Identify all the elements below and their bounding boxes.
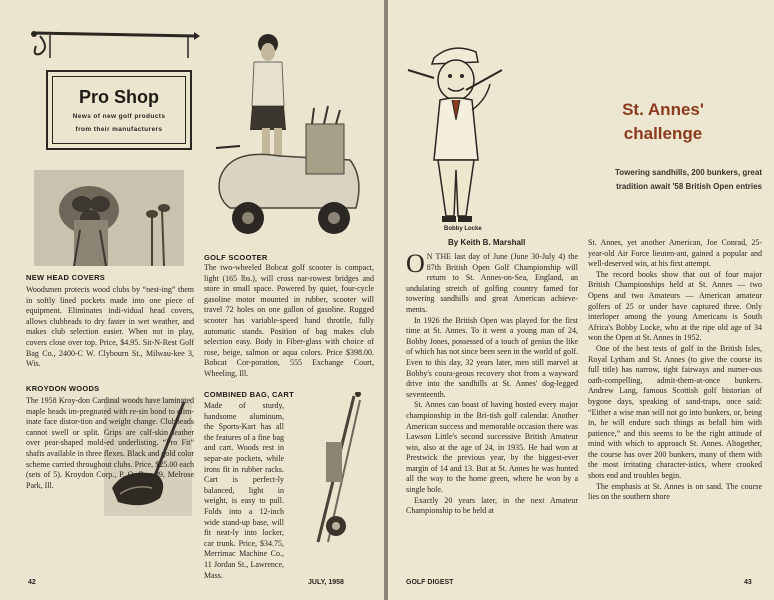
kroydon-heading: KROYDON WOODS xyxy=(26,384,100,393)
bobby-locke-caption: Bobby Locke xyxy=(444,226,482,232)
article-column-2 xyxy=(588,238,762,503)
head-covers-body: Woodsmen protects wood clubs by “nest-ing” them in softly lined pockets made into one piece of equipment. Eliminates indi-vidual head covers, allows clubheads to dry faster in wet weather, and makes club selection easier. When not in play, covers close over top. Price, $4.95. Sit-N-Rest Golf Bag Co., 2400-C W. Clybourn St., Milwau-kee 3, Wis. xyxy=(26,285,194,369)
pro-shop-subtitle-1: News of new golf products xyxy=(72,113,166,120)
left-folio-page: 42 xyxy=(28,579,36,586)
head-covers-photo xyxy=(34,170,184,266)
right-page xyxy=(388,0,774,600)
col2-paragraph-3: One of the best tests of golf in the British Isles, Royal Lytham and St. Annes (to give the course its full title) has narrow, tight fairways and numer-ous oath-compelling, admit-them-at-once bunkers. Andrew Lang, famous Scottish golf historian of bygone days, speaking of sand-traps, once said: “Either a wise man will not go into bunkers, or, being in, he will endure such things as befall him with patience,” and this seems to be the right attitude of mind with which to approach St. Annes. Altogether, the course has over 200 bunkers, many of them with the most irritating character-istics, where crooked shots end and troubles begin. xyxy=(588,343,762,481)
col2-paragraph-1: St. Annes, yet another American, Joe Conrad, 25-year-old Air Force lieuten-ant, gained a popular and well-deserved win, at his first attempt. xyxy=(588,238,762,269)
head-covers-heading: NEW HEAD COVERS xyxy=(26,273,106,282)
right-folio-page: 43 xyxy=(744,579,752,586)
kroydon-body: The 1958 Kroy-don Cardinal woods have laminated maple heads im-pregnated with re-sin bond to elim-inate face distor-tion and weight change. Clubheads cannot swell or split. Grips are calf-skin leather over pear-shaped mold-ed underlisting. “Pro Fit” shafts available in three flexes. Black and gold color scheme carried throughout clubs. Price, $25.00 each (sets of 5). Kroydon Corp., P. O. Box 89, Melrose Park, Ill. xyxy=(26,396,194,490)
col1-paragraph-3: St. Annes can boast of having hosted every major championship in the Bri-tish golf calendar. Another American success and memorable occasion there was Lawson Little's second successive British Amateur win, also at the age of 24, in 1935. He had won at Prestwick the previous year, by the biggest-ever margin of 14 and 13. But at St. Annes he was hunted all the way to the home green, where he won by a single hole. xyxy=(406,400,578,495)
scooter-body: The two-wheeled Bobcat golf scooter is compact, light (165 lbs.), will cross nar-rowest bridges and store in small space. Powered by quiet, four-cycle gasoline motor mounted in rubber, scooter will travel 72 holes on one gallon of gasoline. Rugged scooter has variable-speed hand throttle, fully automatic stands. Position of bag makes club selection easy. Body in Fiber-glass with choice of rose, beige, salmon or aqua colors. Price $398.00. Bobcat Cor-poration, 555 Exchange Court, Wheeling, Ill. xyxy=(204,263,374,378)
article-title-line2: challenge xyxy=(623,124,703,143)
golf-scooter-photo xyxy=(210,28,368,250)
bobby-locke-caricature xyxy=(406,40,506,226)
pro-shop-subtitle-2: from their manufacturers xyxy=(75,126,163,133)
article-byline: By Keith B. Marshall xyxy=(448,238,526,247)
cart-heading: COMBINED BAG, CART xyxy=(204,390,294,399)
scooter-heading: GOLF SCOOTER xyxy=(204,253,268,262)
cart-body: Made of sturdy, handsome aluminum, the Sports-Kart has all the features of a fine bag and cart. Woods rest in separ-ate pockets, while irons fit in rubber racks. Cart is perfect-ly balanced, light in weight, is easy to pull. Folds into a 12-inch wide stand-up base, will fit neat-ly into locker, car trunk. Price, $34.75, Merrimac Machine Co., 11 Jordan St., Lawrence, Mass. xyxy=(204,401,284,580)
deck-line2: tradition await '58 British Open entries xyxy=(616,182,762,191)
article-column-1 xyxy=(406,249,578,517)
pro-shop-title: Pro Shop xyxy=(79,87,159,107)
col2-paragraph-2: The record books show that out of four major British Championships held at St. Annes — two Opens and two Amateurs — American amateur golfers of 25 or under have captured three. Only interloper among the young Americans is South Africa's Bobby Locke, who at the ripe old age of 34 won the Open at St. Annes in 1952. xyxy=(588,269,762,343)
col1-paragraph-4: Exactly 20 years later, in the next Amateur Championship to be held at xyxy=(406,495,578,516)
col1-paragraph-1 xyxy=(406,249,578,316)
pro-shop-sign xyxy=(46,70,192,150)
article-title-line1: St. Annes' xyxy=(622,100,704,119)
sign-bracket-graphic xyxy=(30,30,200,58)
drop-cap: O xyxy=(406,249,425,278)
left-page xyxy=(0,0,384,600)
deck-line1: Towering sandhills, 200 bunkers, great xyxy=(614,168,762,177)
col2-paragraph-4: The emphasis at St. Annes is on sand. The course lies on the southern shore xyxy=(588,481,762,502)
left-folio-date: JULY, 1958 xyxy=(308,579,344,586)
right-folio-magazine: GOLF DIGEST xyxy=(406,579,454,586)
col1-paragraph-1-text: N THE last day of June (June 30-July 4) the 87th British Open Golf Championship will return to St. Annes-on-Sea, England, an undulating stretch of golfing country famed for towering sandhills and great American achieve-ments. xyxy=(406,252,578,314)
sports-kart-photo xyxy=(296,392,376,552)
col1-paragraph-2: In 1926 the British Open was played for the first time at St. Annes. To it went a young man of 24, Bobby Jones, possessed of a touch of genius the like of which has not since been seen in the world of golf. Even to this day, 32 years later, men still marvel at Bobby's coura-geous recovery shot from a wayward drive into the sandhills at St. Annes' dog-legged seventeenth. xyxy=(406,315,578,399)
